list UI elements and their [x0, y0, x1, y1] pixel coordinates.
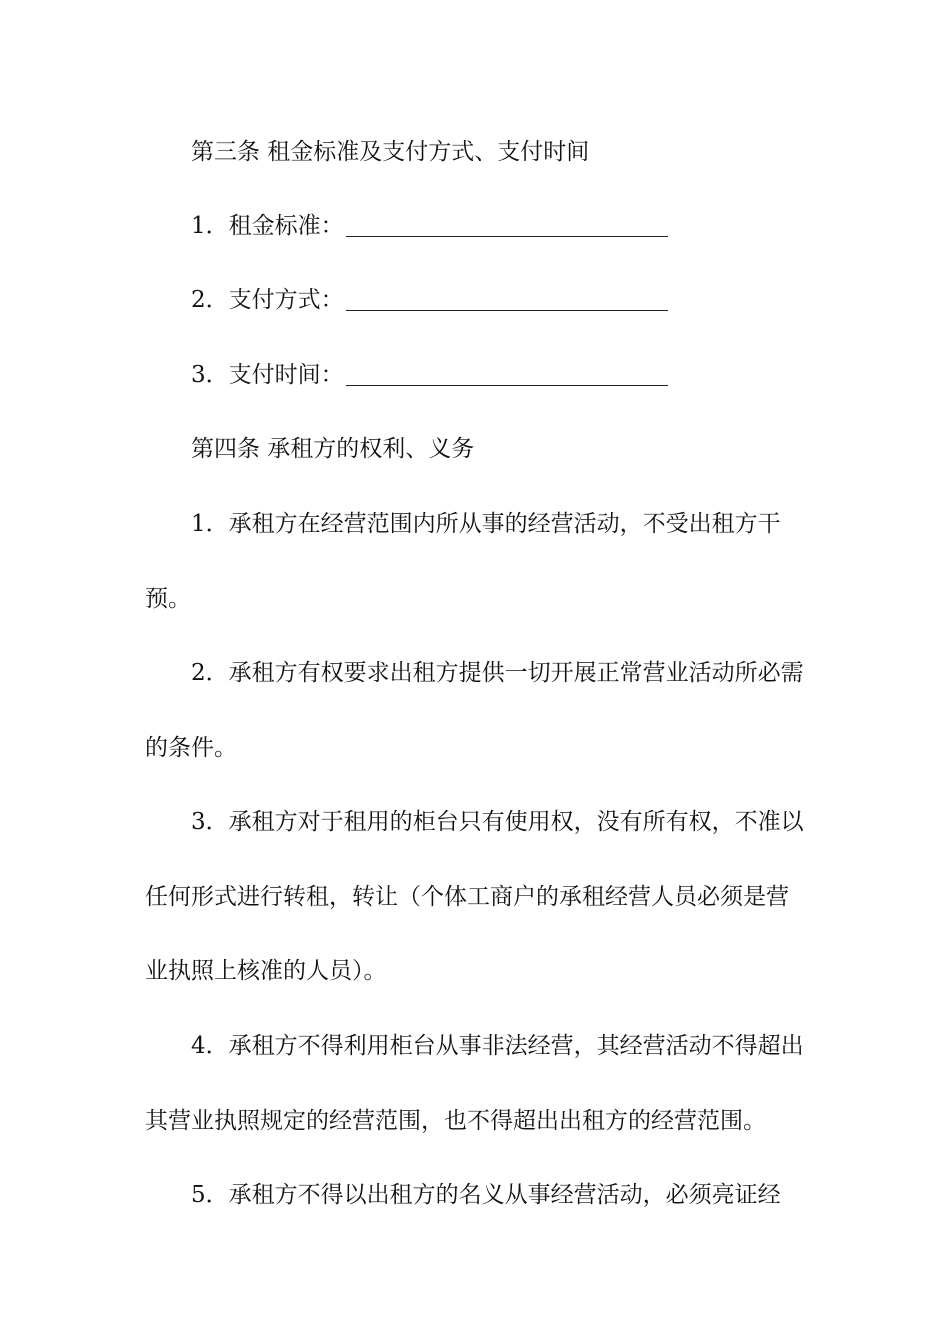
article3-heading: 第三条 租金标准及支付方式、支付时间: [191, 139, 590, 165]
rent-standard-field[interactable]: [346, 212, 668, 237]
article4-clause-1: 1．承租方在经营范围内所从事的经营活动，不受出租方干预。: [145, 511, 781, 612]
article4-clause-2: 2．承租方有权要求出租方提供一切开展正常营业活动所必需的条件。: [145, 660, 804, 761]
payment-time-line: [145, 338, 810, 413]
article4-clause-5: 5．承租方不得以出租方的名义从事经营活动，必须亮证经: [191, 1182, 781, 1208]
rent-standard-line: [145, 189, 810, 264]
payment-time-field[interactable]: [346, 361, 668, 386]
payment-method-field[interactable]: [346, 286, 668, 311]
rent-standard-label: 1．租金标准：: [191, 213, 344, 239]
article4-clause-3: 3．承租方对于租用的柜台只有使用权，没有所有权，不准以任何形式进行转租，转让（个体工商户的承租经营人员必须是营业执照上核准的人员）。: [145, 809, 804, 984]
article4-heading: 第四条 承租方的权利、义务: [191, 436, 475, 462]
payment-time-label: 3．支付时间：: [191, 362, 344, 388]
payment-method-line: [145, 263, 810, 338]
article4-clause-4: 4．承租方不得利用柜台从事非法经营，其经营活动不得超出其营业执照规定的经营范围，也不得超出出租方的经营范围。: [145, 1033, 804, 1134]
payment-method-label: 2．支付方式：: [191, 287, 344, 313]
